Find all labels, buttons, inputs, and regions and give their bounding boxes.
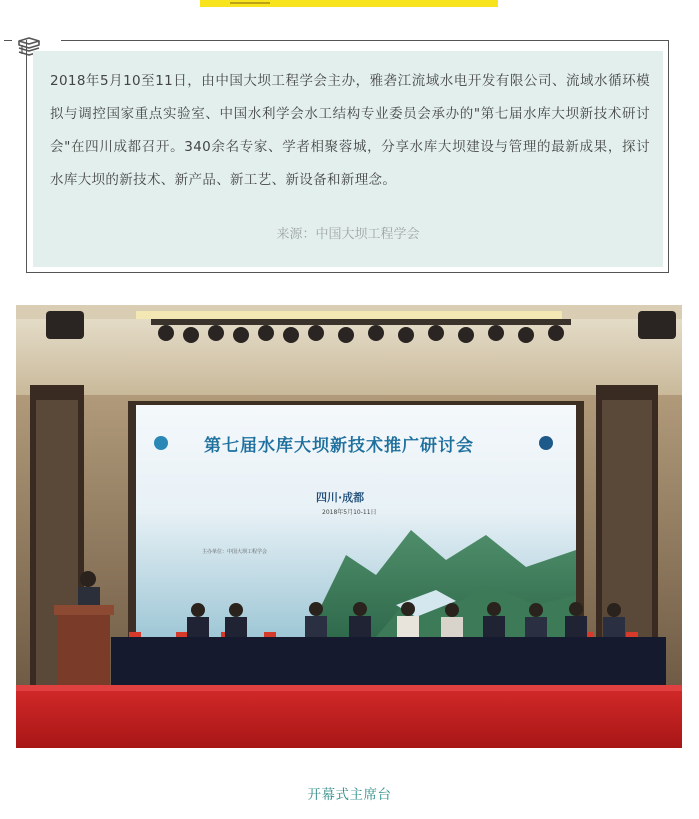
article-source: 来源：中国大坝工程学会 bbox=[276, 227, 420, 242]
conference-photo bbox=[16, 305, 682, 748]
red-stage bbox=[16, 685, 682, 748]
screen-title: 第七届水库大坝新技术推广研讨会 bbox=[204, 436, 474, 456]
screen-date: 2018年5月10-11日 bbox=[322, 509, 377, 516]
photo-caption: 开幕式主席台 bbox=[307, 787, 392, 803]
divider-line-left bbox=[4, 40, 12, 41]
accent-bar-mark bbox=[230, 0, 270, 4]
lectern bbox=[58, 612, 110, 692]
screen-organizer: 主办单位：中国大坝工程学会 bbox=[202, 549, 268, 555]
photo-scene bbox=[16, 305, 682, 748]
screen-city: 四川·成都 bbox=[316, 491, 365, 504]
article-paragraph: 2018年5月10至11日，由中国大坝工程学会主办，雅砻江流域水电开发有限公司、流域水循环模拟与调控国家重点实验室、中国水利学会水工结构专业委员会承办的"第七届水库大坝新技术研讨会"在四川成都召开。340余名专家、学者相聚蓉城，分享水库大坝建设与管理的最新成果，探讨水库大坝的新技术、新产品、新工艺、新设备和新理念。 bbox=[50, 73, 650, 188]
article-summary-panel bbox=[33, 51, 663, 267]
header-accent-bar bbox=[200, 0, 498, 7]
